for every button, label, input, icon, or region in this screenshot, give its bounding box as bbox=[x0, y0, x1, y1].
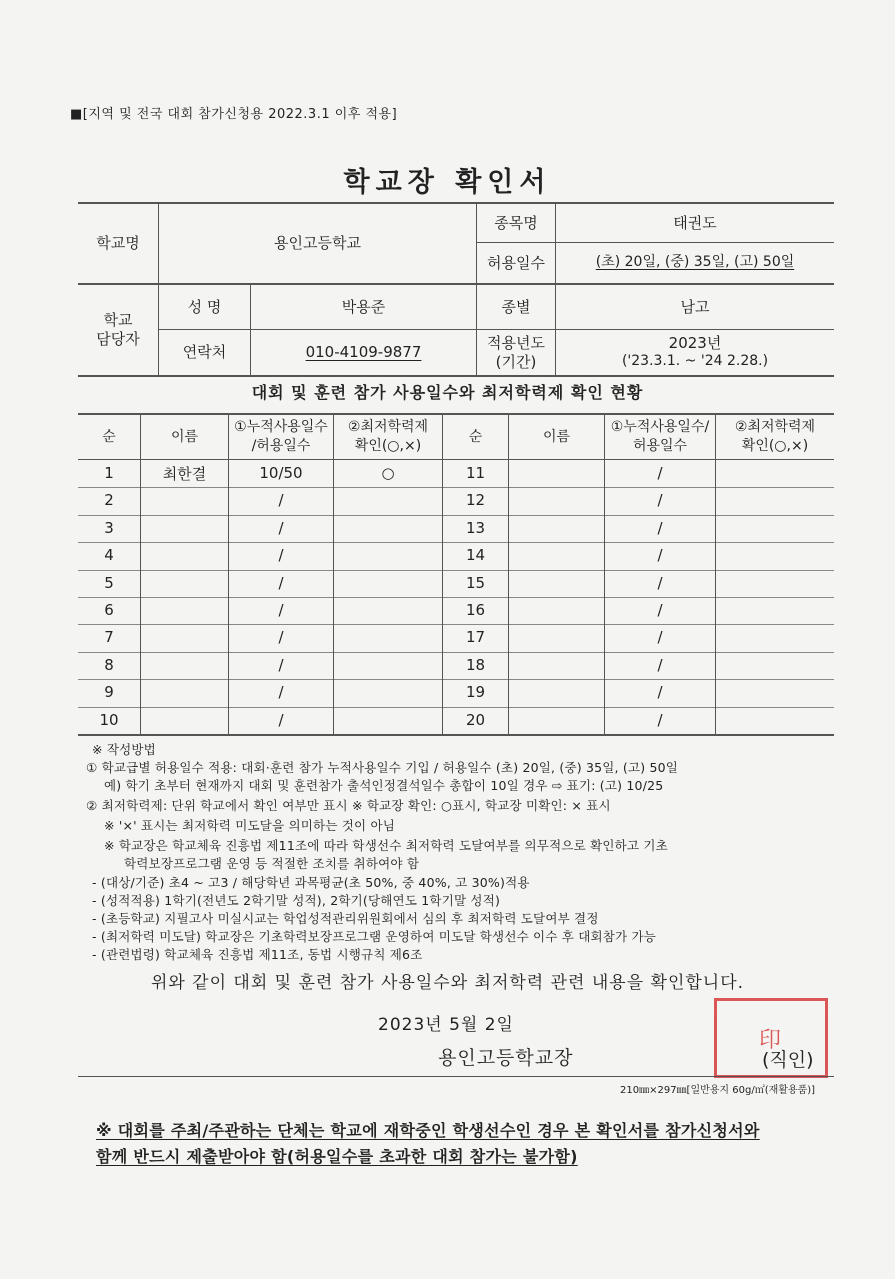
col-seq-right: 순 bbox=[468, 428, 483, 445]
note-item: - (최저학력 미도달) 학교장은 기초학력보장프로그램 운영하여 미도달 학생선수 이수 후 대회참가 가능 bbox=[92, 929, 657, 944]
table-cell-n: 4 bbox=[104, 546, 114, 565]
table-cell-days: 10/50 bbox=[259, 464, 303, 482]
table-cell-name2 bbox=[509, 460, 604, 486]
table-cell-name: 최한결 bbox=[162, 464, 207, 483]
table-cell-days2: / bbox=[657, 573, 663, 592]
note-item: ① 학교급별 허용일수 적용: 대회·훈련 참가 누적사용일수 기입 / 허용일수 (초) 20일, (중) 35일, (고) 50일 bbox=[86, 760, 679, 775]
col-days-left: ①누적사용일수 /허용일수 bbox=[234, 419, 328, 454]
name-value: 박용준 bbox=[341, 297, 386, 316]
table-cell-n: 6 bbox=[104, 601, 114, 619]
table-cell-name2 bbox=[509, 597, 604, 623]
table-cell-check bbox=[334, 652, 442, 678]
table-cell-n2: 13 bbox=[465, 518, 486, 537]
table-cell-name bbox=[141, 597, 228, 623]
name-label: 성 명 bbox=[187, 297, 222, 316]
table-cell-days: / bbox=[278, 710, 284, 729]
table-cell-name bbox=[141, 542, 228, 568]
table-cell-n2: 15 bbox=[465, 573, 486, 592]
col-name-right: 이름 bbox=[542, 428, 571, 445]
table-cell-check: ○ bbox=[381, 464, 395, 482]
table-cell-days: / bbox=[278, 683, 284, 702]
table-cell-n: 8 bbox=[104, 655, 114, 674]
col-days-right: ①누적사용일수/ 허용일수 bbox=[610, 419, 710, 454]
table-cell-check2 bbox=[716, 570, 834, 596]
table-cell-check bbox=[334, 487, 442, 513]
table-cell-check2 bbox=[716, 652, 834, 678]
table-cell-days: / bbox=[278, 573, 284, 592]
table-cell-days: / bbox=[278, 518, 284, 537]
table-cell-name bbox=[141, 487, 228, 513]
table-cell-check2 bbox=[716, 597, 834, 623]
table-cell-days2: / bbox=[657, 546, 663, 565]
table-cell-days: / bbox=[278, 546, 284, 565]
table-cell-days: / bbox=[278, 628, 284, 647]
table-cell-name bbox=[141, 515, 228, 541]
table-cell-n: 9 bbox=[104, 683, 114, 702]
table-cell-days2: / bbox=[657, 655, 663, 674]
table-cell-check bbox=[334, 542, 442, 568]
document-title: 학교장 확인서 bbox=[343, 167, 552, 198]
kind-value: 남고 bbox=[680, 297, 710, 316]
table-cell-check2 bbox=[716, 542, 834, 568]
col-check-left: ②최저학력제 확인(○,×) bbox=[347, 419, 429, 454]
table-cell-check2 bbox=[716, 624, 834, 650]
table-cell-check2 bbox=[716, 487, 834, 513]
event-label: 종목명 bbox=[494, 213, 538, 232]
footer-line-2: 함께 반드시 제출받아야 함(허용일수를 초과한 대회 참가는 불가함) bbox=[96, 1147, 578, 1166]
note-heading: ※ 작성방법 bbox=[92, 742, 156, 757]
table-cell-check bbox=[334, 597, 442, 623]
table-cell-name2 bbox=[509, 515, 604, 541]
phone-label: 연락처 bbox=[182, 343, 227, 362]
note-item: ※ 학교장은 학교체육 진흥법 제11조에 따라 학생선수 최저학력 도달여부를 의무적으로 확인하고 기초 bbox=[104, 838, 668, 853]
col-name-left: 이름 bbox=[170, 428, 199, 445]
col-seq-left: 순 bbox=[102, 428, 116, 445]
table-cell-days: / bbox=[278, 491, 284, 510]
table-cell-name2 bbox=[509, 679, 604, 705]
table-cell-name bbox=[141, 570, 228, 596]
table-cell-name2 bbox=[509, 487, 604, 513]
table-cell-days2: / bbox=[657, 464, 663, 482]
seal-stamp: 印 bbox=[714, 998, 828, 1078]
year-period: ('23.3.1. ~ '24 2.28.) bbox=[621, 353, 769, 370]
table-cell-days2: / bbox=[657, 628, 663, 647]
allow-days-value: (초) 20일, (중) 35일, (고) 50일 bbox=[595, 254, 795, 271]
seal-label: (직인) bbox=[762, 1049, 814, 1071]
table-cell-name2 bbox=[509, 570, 604, 596]
note-item: ② 최저학력제: 단위 학교에서 확인 여부만 표시 ※ 학교장 확인: ○표시, 학교장 미확인: × 표시 bbox=[86, 798, 611, 813]
table-cell-days2: / bbox=[657, 491, 663, 510]
col-check-right: ②최저학력제 확인(○,×) bbox=[734, 419, 816, 454]
table-cell-check bbox=[334, 707, 442, 733]
table-cell-n2: 14 bbox=[465, 546, 486, 565]
principal-name: 용인고등학교장 bbox=[438, 1047, 574, 1069]
paper-size: 210㎜×297㎜[일반용지 60g/㎡(재활용품)] bbox=[620, 1085, 816, 1096]
year-value: 2023년 bbox=[668, 334, 722, 353]
table-cell-name bbox=[141, 707, 228, 733]
table-cell-n: 5 bbox=[104, 573, 114, 592]
note-item: 예) 학기 초부터 현재까지 대회 및 훈련참가 출석인정결석일수 총합이 10일 경우 ⇨ 표기: (고) 10/25 bbox=[104, 778, 664, 793]
event-value: 태권도 bbox=[673, 213, 717, 232]
table-cell-days: / bbox=[278, 601, 284, 619]
table-cell-check2 bbox=[716, 679, 834, 705]
note-item: - (대상/기준) 초4 ~ 고3 / 해당학년 과목평균(초 50%, 중 40%, 고 30%)적용 bbox=[92, 875, 530, 890]
footer-line-1: ※ 대회를 주최/주관하는 단체는 학교에 재학중인 학생선수인 경우 본 확인서를 참가신청서와 bbox=[96, 1121, 760, 1140]
note-item: - (관련법령) 학교체육 진흥법 제11조, 동법 시행규칙 제6조 bbox=[92, 947, 423, 962]
table-cell-name bbox=[141, 679, 228, 705]
contact-group-label: 학교 담당자 bbox=[96, 311, 140, 348]
table-cell-n2: 12 bbox=[465, 491, 486, 510]
table-cell-name2 bbox=[509, 624, 604, 650]
table-cell-n: 7 bbox=[104, 628, 114, 647]
note-item: ※ '×' 표시는 최저학력 미도달을 의미하는 것이 아님 bbox=[104, 818, 396, 833]
school-name-label: 학교명 bbox=[96, 234, 140, 253]
table-cell-n2: 17 bbox=[465, 628, 486, 647]
phone-value: 010-4109-9877 bbox=[305, 343, 422, 362]
table-cell-days: / bbox=[278, 655, 284, 674]
table-cell-n2: 18 bbox=[465, 655, 486, 674]
table-cell-n: 2 bbox=[104, 491, 114, 510]
top-note: ■[지역 및 전국 대회 참가신청용 2022.3.1 이후 적용] bbox=[70, 107, 398, 122]
table-cell-check bbox=[334, 515, 442, 541]
table-cell-check bbox=[334, 624, 442, 650]
table-cell-n2: 20 bbox=[465, 710, 486, 729]
table-cell-n2: 16 bbox=[465, 601, 486, 619]
table-cell-name2 bbox=[509, 652, 604, 678]
kind-label: 종별 bbox=[501, 297, 531, 316]
school-name-value: 용인고등학교 bbox=[274, 234, 361, 253]
note-item: - (초등학교) 지필고사 미실시교는 학업성적관리위원회에서 심의 후 최저학력 도달여부 결정 bbox=[92, 911, 599, 926]
table-title: 대회 및 훈련 참가 사용일수와 최저학력제 확인 현황 bbox=[251, 383, 644, 402]
year-label: 적용년도 (기간) bbox=[487, 333, 545, 371]
table-cell-name2 bbox=[509, 707, 604, 733]
table-cell-check2 bbox=[716, 460, 834, 486]
table-cell-days2: / bbox=[657, 683, 663, 702]
table-cell-check2 bbox=[716, 515, 834, 541]
table-cell-days2: / bbox=[657, 601, 663, 619]
table-cell-check bbox=[334, 570, 442, 596]
table-cell-n2: 11 bbox=[465, 464, 486, 482]
allow-days-label: 허용일수 bbox=[487, 253, 545, 272]
table-cell-name bbox=[141, 624, 228, 650]
table-cell-n: 10 bbox=[99, 710, 119, 729]
table-cell-n2: 19 bbox=[465, 683, 486, 702]
year-cell bbox=[556, 330, 834, 375]
table-cell-name bbox=[141, 652, 228, 678]
table-cell-days2: / bbox=[657, 710, 663, 729]
table-cell-n: 3 bbox=[104, 518, 114, 537]
table-cell-n: 1 bbox=[104, 464, 114, 482]
table-cell-days2: / bbox=[657, 518, 663, 537]
table-cell-name2 bbox=[509, 542, 604, 568]
table-cell-check bbox=[334, 679, 442, 705]
confirm-text: 위와 같이 대회 및 훈련 참가 사용일수와 최저학력 관련 내용을 확인합니다. bbox=[150, 973, 745, 993]
issue-date: 2023년 5월 2일 bbox=[378, 1015, 514, 1035]
note-item: 학력보장프로그램 운영 등 적절한 조치를 취하여야 함 bbox=[124, 856, 420, 871]
note-item: - (성적적용) 1학기(전년도 2학기말 성적), 2학기(당해연도 1학기말 성적) bbox=[92, 893, 501, 908]
table-cell-check2 bbox=[716, 707, 834, 733]
